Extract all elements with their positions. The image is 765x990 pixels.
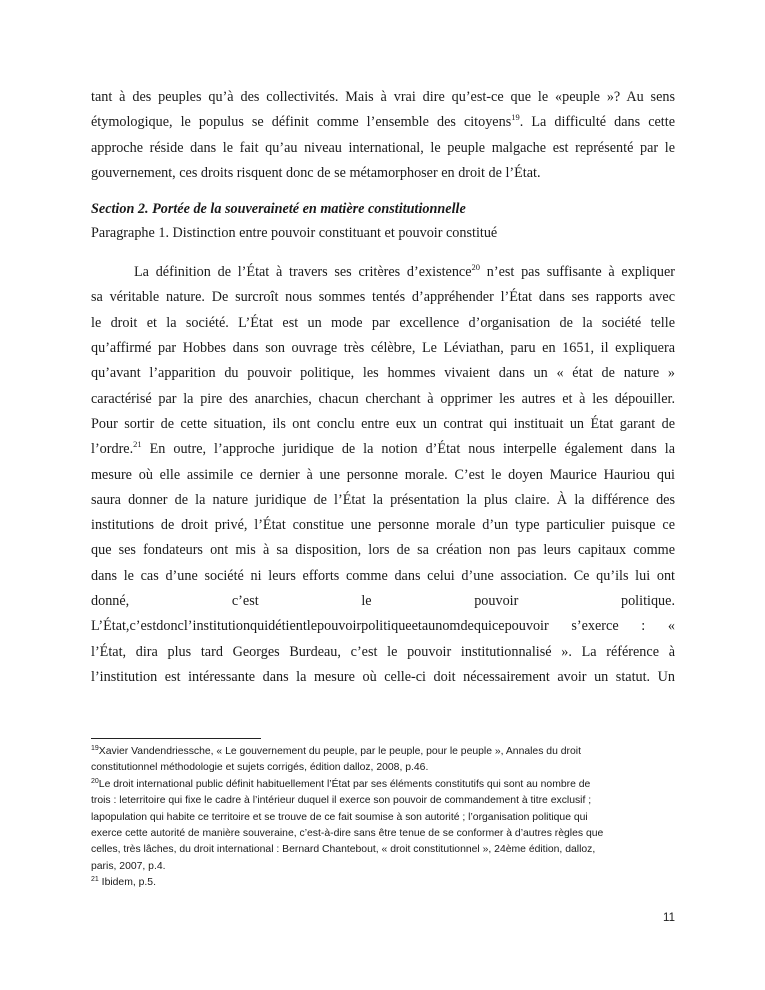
text-line: mesure où elle assimile ce dernier à une personne morale. C’est le doyen Maurice Hauriou qui [91, 466, 675, 483]
text-line: caractérisé par la pire des anarchies, chacun cherchant à opprimer les autres et à les dépouiller. [91, 390, 675, 407]
footnote-ref-20[interactable]: 20 [471, 262, 481, 273]
text-line: gouvernement, ces droits risquent donc de se métamorphoser en droit de l’État. [91, 164, 541, 181]
text-line: dans le cas d’une société ni leurs efforts comme dans celui d’une association. Ce qu’ils lui ont [91, 567, 675, 584]
text-line: approche réside dans le fait qu’au niveau international, le peuple malgache est représenté par le [91, 139, 675, 156]
text-line: qu’avant l’apparition du pouvoir politique, les hommes vivaient dans un « état de nature » [91, 365, 675, 382]
footnote-line: trois : leterritoire qui fixe le cadre à l’intérieur duquel il exerce son pouvoir de commandement à titre exclusif ; [91, 795, 592, 807]
text-line: étymologique, le populus se définit comme l’ensemble des citoyens$^{19}$. La difficulté dans cette [91, 112, 675, 131]
text-line: La définition de l’État à travers ses critères d’existence$^{20}$ n’est pas suffisante à expliquer [134, 262, 675, 281]
text-line: qu’affirmé par Hobbes dans son ouvrage très célèbre, Le Léviathan, paru en 1651, il expliquera [91, 340, 675, 357]
footnote-line: exerce cette autorité de manière souveraine, c’est-à-dire sans être tenue de se conformer à d’autres règles que [91, 828, 604, 840]
paragraph-continued [91, 85, 675, 186]
section-heading: Section 2. Portée de la souveraineté en matière constitutionnelle [91, 201, 466, 218]
footnote-19: $^{19}$Xavier Vandendriessche, « Le gouvernement du peuple, par le peuple, pour le peuple », Annales du droit [91, 745, 581, 757]
footnote-separator [91, 738, 261, 739]
footnote-20: $^{20}$Le droit international public définit habituellement l’État par ses éléments constitutifs qui sont au nombre de [91, 777, 591, 790]
footnote-line: paris, 2007, p.4. [91, 860, 166, 872]
footnote-line: constitutionnel méthodologie et sujets corrigés, édition dalloz, 2008, p.46. [91, 762, 429, 774]
text-line: donné, c’est le pouvoir politique. [91, 593, 675, 610]
text-line: tant à des peuples qu’à des collectivités. Mais à vrai dire qu’est-ce que le «peuple »? Au sens [91, 89, 675, 105]
text-line: l’État, dira plus tard Georges Burdeau, c’est le pouvoir institutionnalisé ». La référence à [91, 643, 675, 660]
text-line: que ses fondateurs ont mis à sa disposition, lors de sa création non pas leurs capitaux comme [91, 542, 675, 559]
footnote-ref-19[interactable]: 19 [511, 112, 520, 123]
text-line: L’État,c’estdoncl’institutionquidétientlepouvoirpolitiqueetaunomdequicepouvoir s’exerce : « [91, 618, 675, 635]
text-line: institutions de droit privé, l’État constitue une personne morale d’un type particulier puisque ce [91, 517, 675, 534]
page-body [91, 85, 675, 690]
footnote-21: $^{21}$ Ibidem, p.5. [91, 876, 156, 889]
text-line: l’institution est intéressante dans la mesure où celle-ci doit nécessairement avoir un statut. Un [91, 668, 675, 685]
text-line: saura donner de la nature juridique de l’État la présentation la plus claire. À la différence des [91, 491, 675, 508]
footnote-line: lapopulation qui habite ce territoire et se trouve de ce fait soumise à son autorité ; l’organisation politique qui [91, 811, 588, 823]
text-line: sa véritable nature. De surcroît nous sommes tentés d’appréhender l’État dans ses rapports avec [91, 289, 675, 306]
footnotes [91, 744, 675, 892]
footnote-ref-21[interactable]: 21 [133, 439, 142, 450]
paragraph-heading: Paragraphe 1. Distinction entre pouvoir constituant et pouvoir constitué [91, 225, 498, 242]
paragraph-main [91, 260, 675, 690]
footnote-line: celles, très lâches, du droit international : Bernard Chantebout, « droit constitutionnel », 24ème édition, dalloz, [91, 844, 596, 856]
page-number: 11 [663, 912, 675, 924]
text-line: Pour sortir de cette situation, ils ont conclu entre eux un contrat qui instituait un État garant de [91, 415, 675, 432]
text-line: le droit et la société. L’État est un mode par excellence d’organisation de la société telle [91, 314, 675, 331]
text-line: l’ordre.$^{21}$ En outre, l’approche juridique de la notion d’État nous interpelle également dans la [91, 439, 675, 458]
